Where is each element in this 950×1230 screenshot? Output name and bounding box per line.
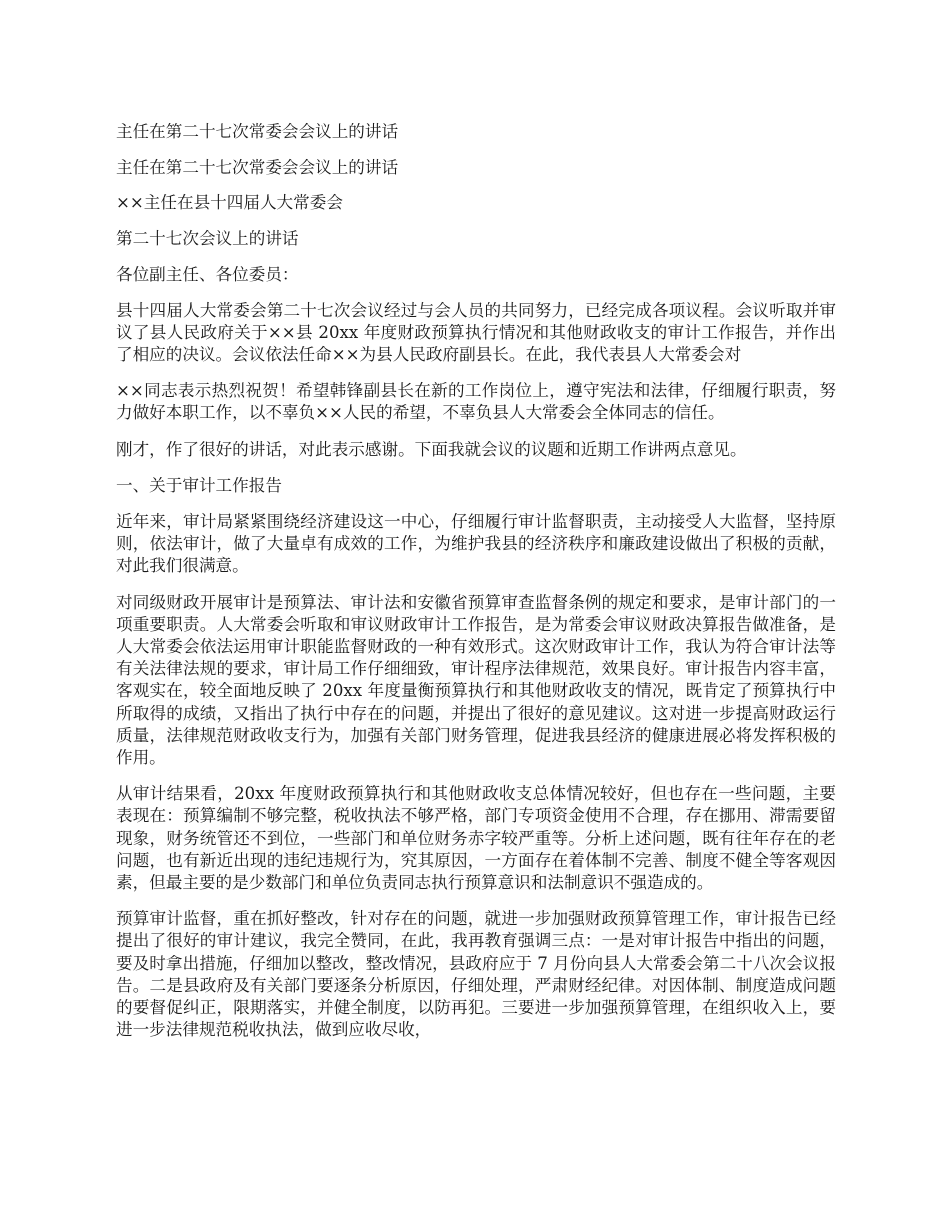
speech-heading-line-2: 第二十七次会议上的讲话 (116, 229, 299, 249)
paragraph-audit-findings: 从审计结果看，20xx 年度财政预算执行和其他财政收支总体情况较好，但也存在一些问题，主要表现在：预算编制不够完整，税收执法不够严格，部门专项资金使用不合理，存在挪用、滞需要留现象，财务统管还不到位，一些部门和单位财务赤字较严重等。分析上述问题，既有往年存在的老问题，也有新近出现的违纪违规行为，究其原因，一方面存在着体制不完善、制度不健全等客观因素，但最主要的是少数部门和单位负责同志执行预算意识和法制意识不强造成的。 (116, 784, 836, 892)
section-heading-audit-report: 一、关于审计工作报告 (116, 475, 282, 495)
document-title: 主任在第二十七次常委会会议上的讲话 (116, 122, 399, 141)
paragraph-audit-bureau-work: 近年来，审计局紧紧围绕经济建设这一中心，仔细履行审计监督职责，主动接受人大监督，坚持原则，依法审计，做了大量卓有成效的工作，为维护我县的经济秩序和廉政建设做出了积极的贡献，对此我们很满意。 (116, 511, 836, 576)
paragraph-meeting-summary: 县十四届人大常委会第二十七次会议经过与会人员的共同努力，已经完成各项议程。会议听取并审议了县人民政府关于××县 20xx 年度财政预算执行情况和其他财政收支的审计工作报告，并作出了相应的决议。会议依法任命××为县人民政府副县长。在此，我代表县人大常委会对 (116, 300, 836, 364)
paragraph-congratulations: ××同志表示热烈祝贺！希望韩锋副县长在新的工作岗位上，遵守宪法和法律，仔细履行职责，努力做好本职工作，以不辜负××人民的希望，不辜负县人大常委会全体同志的信任。 (116, 381, 836, 423)
speech-heading-line-1: ××主任在县十四届人大常委会 (116, 193, 343, 213)
paragraph-rectification: 预算审计监督，重在抓好整改，针对存在的问题，就进一步加强财政预算管理工作，审计报告已经提出了很好的审计建议，我完全赞同，在此，我再教育强调三点：一是对审计报告中指出的问题，要及时拿出措施，仔细加以整改，整改情况，县政府应于 7 月份向县人大常委会第二十八次会议报告。二是县政府及有关部门要逐条分析原因，仔细处理，严肃财经纪律。对因体制、制度造成问题的要督促纠正，限期落实，并健全制度，以防再犯。三要进一步加强预算管理，在组织收入上，要进一步法律规范税收执法，做到应收尽收， (116, 909, 836, 1040)
document-page (116, 121, 836, 1055)
document-subtitle: 主任在第二十七次常委会会议上的讲话 (116, 157, 399, 177)
paragraph-audit-significance: 对同级财政开展审计是预算法、审计法和安徽省预算审查监督条例的规定和要求，是审计部门的一项重要职责。人大常委会听取和审议财政审计工作报告，是为常委会审议财政决算报告做准备，是人大常委会依法运用审计职能监督财政的一种有效形式。这次财政审计工作，我认为符合审计法等有关法律法规的要求，审计局工作仔细细致，审计程序法律规范，效果良好。审计报告内容丰富，客观实在，较全面地反映了 20xx 年度量衡预算执行和其他财政收支的情况，既肯定了预算执行中所取得的成绩，又指出了执行中存在的问题，并提出了很好的意见建议。这对进一步提高财政运行质量，法律规范财政收支行为，加强有关部门财务管理，促进我县经济的健康进展必将发挥积极的作用。 (116, 592, 836, 767)
salutation: 各位副主任、各位委员： (116, 264, 299, 284)
paragraph-thanks: 刚才，作了很好的讲话，对此表示感谢。下面我就会议的议题和近期工作讲两点意见。 (116, 439, 747, 459)
